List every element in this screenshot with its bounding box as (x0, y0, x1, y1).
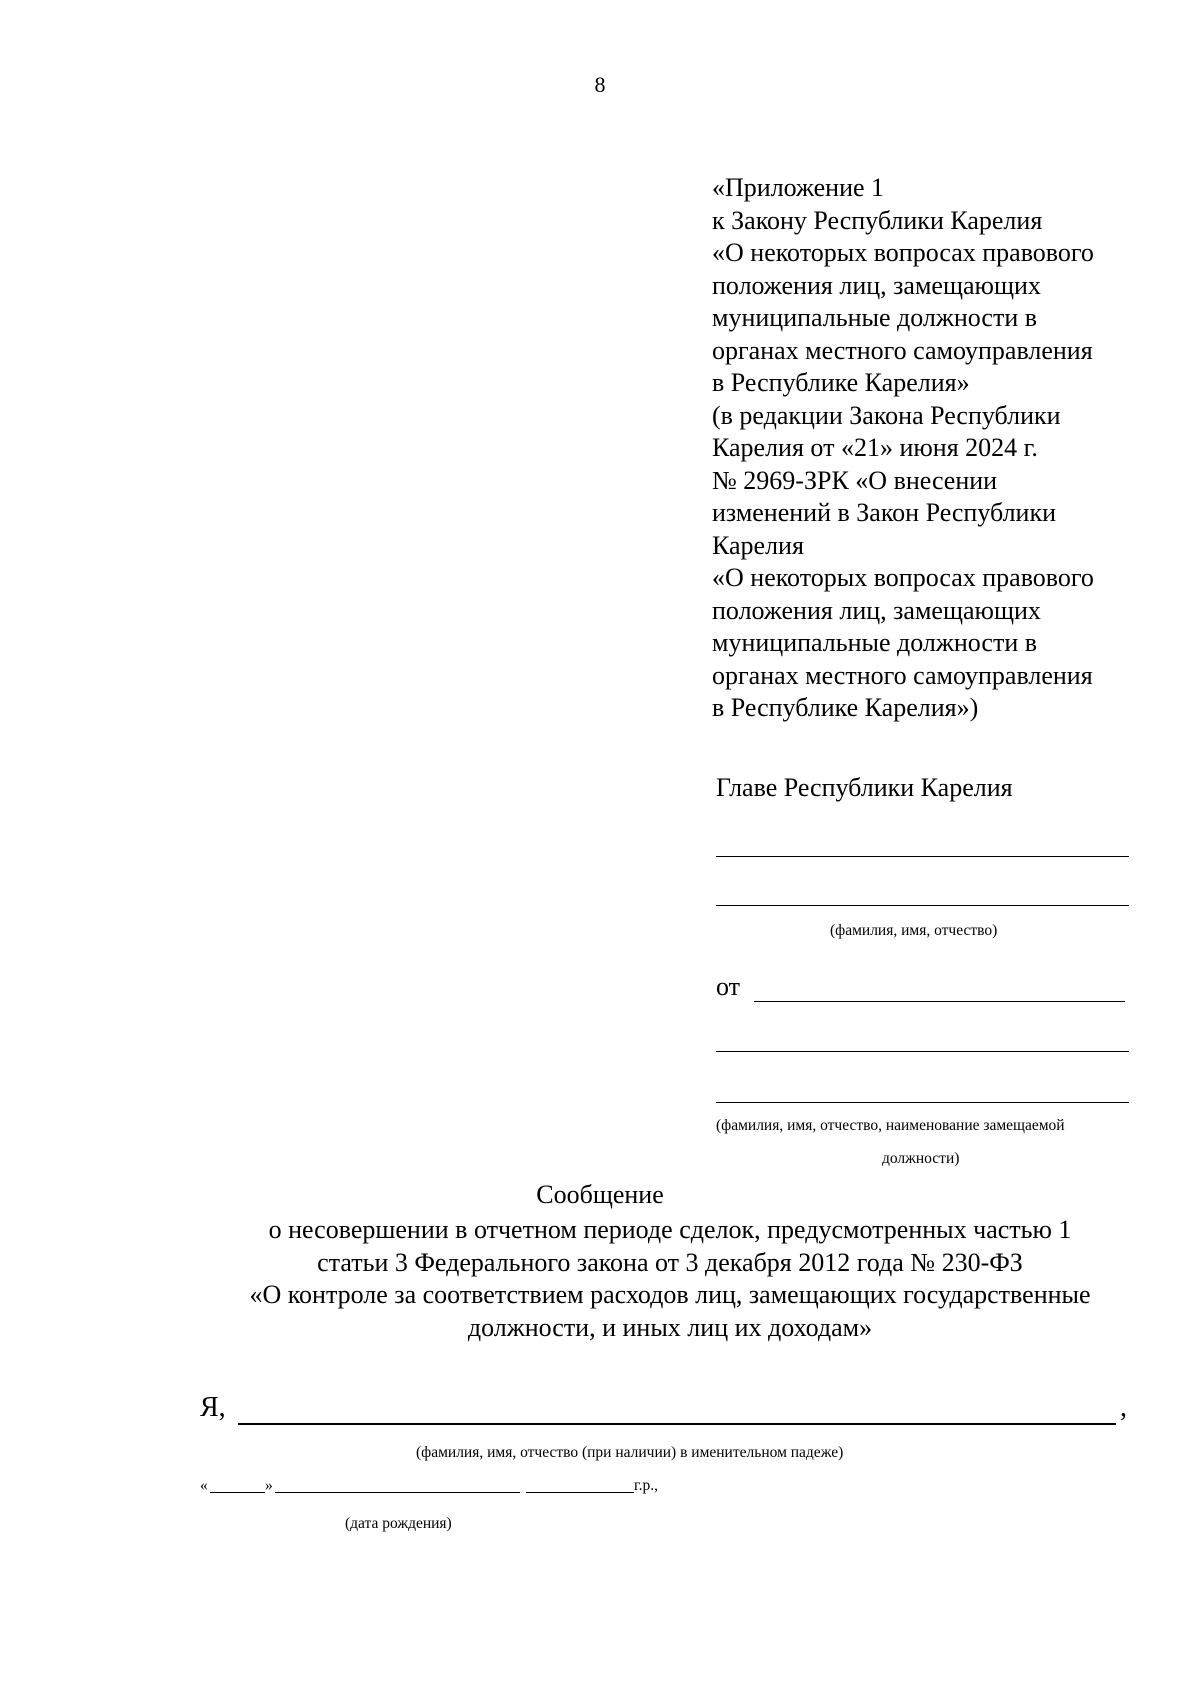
addressee-title: Главе Республики Карелия (716, 773, 1013, 802)
birth-year-line[interactable] (526, 1492, 634, 1493)
message-subtitle-line: «О контроле за соответствием расходов лиц, замещающих государственные (249, 1280, 1091, 1309)
appendix-line: положения лиц, замещающих (712, 270, 1041, 300)
sender-line-1[interactable] (754, 1001, 1125, 1002)
sender-caption-line-2: должности) (882, 1150, 960, 1167)
birth-open-quote: « (200, 1477, 208, 1494)
birth-month-line[interactable] (275, 1492, 520, 1493)
sender-line-2[interactable] (716, 1051, 1129, 1052)
message-title: Сообщение (536, 1180, 664, 1209)
appendix-header (712, 172, 1094, 725)
appendix-line: муниципальные должности в (712, 628, 1038, 657)
sender-caption-line-1: (фамилия, имя, отчество, наименование замещаемой (716, 1117, 1065, 1134)
page-number: 8 (594, 72, 606, 97)
appendix-line: «Приложение 1 (712, 173, 885, 202)
appendix-line: Карелия (712, 530, 804, 560)
declarant-suffix: , (1120, 1392, 1127, 1423)
message-subtitle-line: должности, и иных лиц их доходам» (467, 1312, 873, 1342)
appendix-line: Карелия от «21» июня 2024 г. (712, 433, 1038, 462)
birth-date-caption: (дата рождения) (345, 1515, 452, 1532)
sender-line-3[interactable] (716, 1102, 1129, 1103)
message-subtitle-line: о несовершении в отчетном периоде сделок, предусмотренных частью 1 (268, 1215, 1072, 1244)
appendix-line: «О некоторых вопросах правового (712, 563, 1094, 592)
appendix-line: органах местного самоуправления (712, 660, 1093, 690)
appendix-line: № 2969-ЗРК «О внесении (712, 465, 998, 495)
message-subtitle (130, 1214, 1200, 1344)
appendix-line: в Республике Карелия») (712, 693, 979, 722)
birth-year-suffix: г.р., (634, 1477, 658, 1494)
appendix-line: положения лиц, замещающих (712, 595, 1041, 625)
birth-day-line[interactable] (210, 1492, 265, 1493)
appendix-line: к Закону Республики Карелия (712, 205, 1043, 235)
appendix-line: муниципальные должности в (712, 303, 1038, 332)
birth-close-quote: » (265, 1477, 273, 1494)
appendix-line: органах местного самоуправления (712, 335, 1093, 365)
addressee-name-caption: (фамилия, имя, отчество) (830, 922, 998, 939)
appendix-line: (в редакции Закона Республики (712, 400, 1061, 430)
addressee-name-line-2[interactable] (716, 905, 1129, 906)
declarant-name-caption: (фамилия, имя, отчество (при наличии) в именительном падеже) (416, 1444, 844, 1461)
appendix-line: в Республике Карелия» (712, 368, 970, 397)
from-label: от (716, 972, 741, 1001)
appendix-line: изменений в Закон Республики (712, 498, 1057, 527)
declarant-prefix: Я, (200, 1392, 226, 1423)
message-subtitle-line: статьи 3 Федерального закона от 3 декабря 2012 года № 230-ФЗ (317, 1247, 1023, 1277)
declarant-name-line[interactable] (238, 1423, 1116, 1425)
appendix-line: «О некоторых вопросах правового (712, 238, 1094, 267)
addressee-name-line-1[interactable] (716, 856, 1129, 857)
